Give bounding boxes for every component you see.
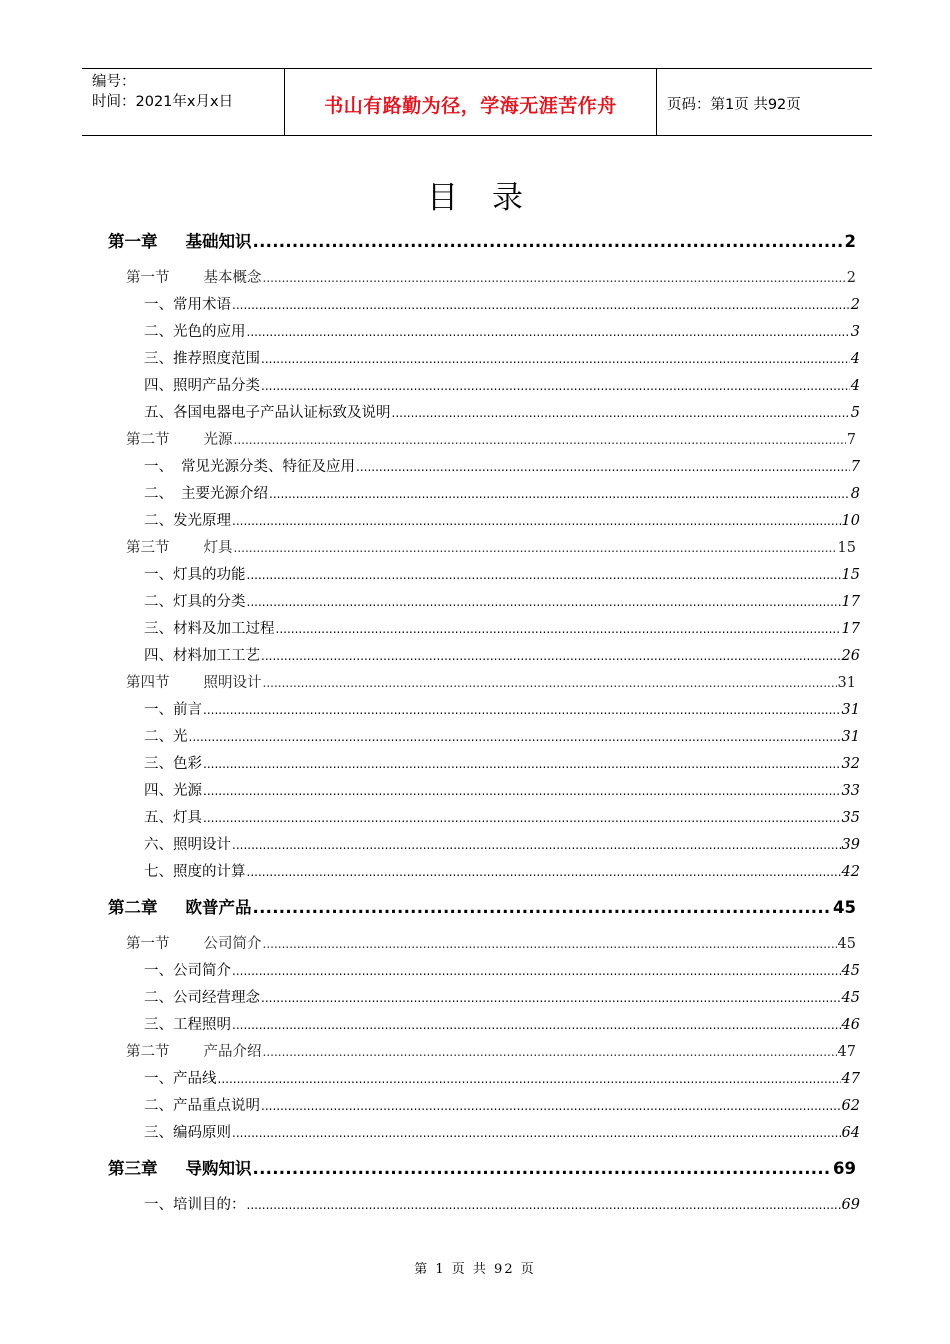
toc-entry-level3[interactable] [144, 698, 860, 719]
toc-entry-page: 39 [841, 837, 860, 853]
toc-entry-label [144, 752, 202, 773]
toc-entry-level3[interactable] [144, 833, 860, 854]
toc-entry-label [144, 806, 202, 827]
toc-dot-leader [247, 1198, 841, 1212]
toc-entry-label [144, 482, 268, 503]
toc-entry-level2[interactable] [126, 428, 856, 449]
toc-entry-level3[interactable] [144, 590, 860, 611]
toc-entry-label [108, 1155, 252, 1179]
toc-entry-number: 第四节 [126, 675, 170, 691]
toc-entry-page: 2 [844, 232, 856, 251]
toc-entry-page: 31 [837, 675, 856, 691]
toc-entry-text: 基础知识 [185, 232, 252, 251]
toc-entry-level3[interactable] [144, 644, 860, 665]
toc-entry-level3[interactable] [144, 482, 860, 503]
toc-entry-number: 第二节 [126, 1044, 170, 1060]
toc-entry-text: 二、产品重点说明 [144, 1098, 260, 1114]
toc-entry-label [126, 428, 233, 449]
toc-entry-level3[interactable] [144, 986, 860, 1007]
toc-entry-page: 45 [837, 936, 856, 952]
toc-entry-page: 64 [841, 1125, 860, 1141]
toc-entry-number: 一、 [144, 459, 173, 475]
toc-entry-level3[interactable] [144, 509, 860, 530]
toc-entry-text: 一、培训目的： [144, 1197, 246, 1213]
toc-dot-leader [392, 406, 850, 420]
toc-dot-leader [276, 622, 841, 636]
toc-entry-page: 62 [841, 1098, 860, 1114]
toc-dot-leader [261, 649, 841, 663]
toc-entry-level3[interactable] [144, 1094, 860, 1115]
toc-entry-text: 一、灯具的功能 [144, 567, 246, 583]
toc-entry-label [144, 293, 231, 314]
toc-entry-text: 产品介绍 [203, 1044, 262, 1060]
toc-entry-level3[interactable] [144, 959, 860, 980]
toc-entry-text: 一、前言 [144, 702, 202, 718]
toc-entry-level3[interactable] [144, 1067, 860, 1088]
toc-entry-page: 2 [850, 297, 860, 313]
toc-entry-label [144, 779, 202, 800]
toc-entry-level3[interactable] [144, 1193, 860, 1214]
toc-entry-text: 三、色彩 [144, 756, 202, 772]
toc-entry-label [144, 1013, 231, 1034]
toc-entry-text: 二、光色的应用 [144, 324, 246, 340]
toc-entry-text: 三、材料及加工过程 [144, 621, 275, 637]
toc-dot-leader [247, 865, 841, 879]
toc-entry-level1[interactable] [108, 228, 856, 252]
toc-entry-label [144, 833, 231, 854]
toc-entry-page: 35 [841, 810, 860, 826]
toc-dot-leader [261, 379, 850, 393]
toc-dot-leader [218, 1072, 841, 1086]
toc-entry-page: 32 [841, 756, 860, 772]
toc-entry-page: 31 [841, 702, 860, 718]
toc-entry-text: 三、编码原则 [144, 1125, 231, 1141]
toc-entry-text: 四、光源 [144, 783, 202, 799]
toc-entry-page: 3 [850, 324, 860, 340]
time-label: 时间：2021年x月x日 [92, 94, 234, 110]
page-header [82, 68, 872, 136]
toc-entry-page: 47 [841, 1071, 860, 1087]
toc-entry-page: 15 [837, 540, 856, 556]
toc-entry-text: 二、光 [144, 729, 188, 745]
toc-entry-page: 10 [841, 513, 860, 529]
toc-entry-text: 四、材料加工工艺 [144, 648, 260, 664]
toc-entry-level3[interactable] [144, 617, 860, 638]
toc-entry-level3[interactable] [144, 860, 860, 881]
toc-entry-label [126, 1040, 262, 1061]
toc-entry-text: 七、照度的计算 [144, 864, 246, 880]
toc-entry-text: 欧普产品 [185, 898, 252, 917]
toc-entry-label [144, 347, 260, 368]
toc-entry-text: 五、各国电器电子产品认证标致及说明 [144, 405, 391, 421]
toc-entry-page: 7 [850, 459, 860, 475]
toc-entry-text: 一、常用术语 [144, 297, 231, 313]
toc-entry-level3[interactable] [144, 401, 860, 422]
toc-entry-page: 26 [841, 648, 860, 664]
toc-entry-label [144, 1193, 246, 1214]
toc-entry-label [144, 590, 246, 611]
toc-entry-level2[interactable] [126, 671, 856, 692]
toc-entry-text: 一、产品线 [144, 1071, 217, 1087]
toc-dot-leader [234, 433, 846, 447]
toc-dot-leader [232, 514, 841, 528]
toc-entry-label [144, 860, 246, 881]
toc-entry-level3[interactable] [144, 1121, 860, 1142]
toc-entry-level3[interactable] [144, 752, 860, 773]
toc-entry-level3[interactable] [144, 806, 860, 827]
toc-entry-level2[interactable] [126, 266, 856, 287]
toc-entry-page: 42 [841, 864, 860, 880]
toc-entry-label [144, 401, 391, 422]
toc-entry-page: 45 [833, 898, 856, 917]
toc-title: 目录 [427, 180, 557, 216]
toc-dot-leader [269, 487, 850, 501]
toc-dot-leader [356, 460, 850, 474]
toc-dot-leader [203, 757, 841, 771]
motto-text: 书山有路勤为径，学海无涯苦作舟 [324, 94, 617, 117]
toc-entry-level3[interactable] [144, 563, 860, 584]
toc-entry-label [144, 644, 260, 665]
toc-dot-leader [232, 1126, 841, 1140]
toc-entry-text: 照明设计 [203, 675, 262, 691]
toc-entry-text: 四、照明产品分类 [144, 378, 260, 394]
toc-entry-label [126, 536, 233, 557]
toc-entry-number: 第一章 [108, 232, 158, 251]
toc-entry-level3[interactable] [144, 347, 860, 368]
toc-entry-number: 第一节 [126, 936, 170, 952]
toc-entry-text: 三、推荐照度范围 [144, 351, 260, 367]
toc-entry-level3[interactable] [144, 293, 860, 314]
toc-dot-leader [203, 811, 841, 825]
toc-entry-number: 第二章 [108, 898, 158, 917]
toc-entry-text: 三、工程照明 [144, 1017, 231, 1033]
toc-entry-page: 45 [841, 990, 860, 1006]
toc-dot-leader [234, 541, 837, 555]
toc-entry-label [144, 509, 231, 530]
toc-dot-leader [247, 595, 841, 609]
toc-entry-page: 4 [850, 378, 860, 394]
toc-entry-page: 47 [837, 1044, 856, 1060]
toc-entry-number: 第三节 [126, 540, 170, 556]
header-motto [284, 69, 657, 135]
toc-entry-label [144, 986, 260, 1007]
toc-entry-page: 2 [846, 270, 856, 286]
toc-dot-leader [263, 271, 846, 285]
toc-entry-label [126, 671, 262, 692]
toc-entry-text: 主要光源介绍 [181, 486, 268, 502]
toc-entry-page: 69 [841, 1197, 860, 1213]
toc-entry-label [144, 563, 246, 584]
toc-entry-page: 69 [833, 1159, 856, 1178]
toc-entry-label [144, 1094, 260, 1115]
toc-entry-level2[interactable] [126, 536, 856, 557]
toc-dot-leader [263, 937, 837, 951]
toc-entry-number: 二、 [144, 486, 173, 502]
toc-entry-text: 常见光源分类、特征及应用 [181, 459, 355, 475]
toc-entry-level3[interactable] [144, 725, 860, 746]
toc-entry-text: 导购知识 [185, 1159, 252, 1178]
toc-entry-page: 31 [841, 729, 860, 745]
toc-entry-page: 4 [850, 351, 860, 367]
toc-entry-page: 15 [841, 567, 860, 583]
toc-entry-text: 一、公司简介 [144, 963, 231, 979]
toc-entry-text: 六、照明设计 [144, 837, 231, 853]
toc-entry-label [144, 374, 260, 395]
toc-dot-leader [232, 298, 850, 312]
page-footer: 第 1 页 共 92 页 [414, 1262, 536, 1277]
toc-entry-number: 第一节 [126, 270, 170, 286]
toc-entry-label [108, 894, 252, 918]
toc-dot-leader [189, 730, 841, 744]
toc-entry-label [144, 1067, 217, 1088]
toc-entry-level3[interactable] [144, 374, 860, 395]
toc-entry-text: 二、发光原理 [144, 513, 231, 529]
number-label: 编号： [92, 74, 136, 90]
toc-entry-text: 灯具 [203, 540, 233, 556]
toc-entry-number: 第二节 [126, 432, 170, 448]
toc-entry-page: 17 [841, 621, 860, 637]
toc-entry-text: 公司简介 [203, 936, 262, 952]
toc-entry-label [144, 320, 246, 341]
header-page-info: 页码：第1页 共92页 [667, 96, 801, 113]
toc-dot-leader [247, 325, 850, 339]
toc-dot-leader [263, 676, 837, 690]
toc-entry-page: 8 [850, 486, 860, 502]
toc-entry-text: 五、灯具 [144, 810, 202, 826]
toc-entry-label [144, 725, 188, 746]
toc-dot-leader [203, 784, 841, 798]
toc-dot-leader [261, 352, 850, 366]
header-meta [82, 69, 284, 135]
toc-dot-leader [203, 703, 841, 717]
toc-entry-page: 7 [846, 432, 856, 448]
toc-entry-page: 5 [850, 405, 860, 421]
toc-entry-page: 45 [841, 963, 860, 979]
toc-dot-leader [261, 991, 841, 1005]
toc-entry-text: 二、灯具的分类 [144, 594, 246, 610]
toc-entry-label [144, 617, 275, 638]
toc-entry-text: 二、公司经营理念 [144, 990, 260, 1006]
toc-entry-level1[interactable] [108, 894, 856, 918]
toc-entry-page: 17 [841, 594, 860, 610]
toc-entry-label [108, 228, 252, 252]
toc-entry-level2[interactable] [126, 1040, 856, 1061]
toc-entry-level3[interactable] [144, 320, 860, 341]
toc-entry-level3[interactable] [144, 779, 860, 800]
toc-entry-text: 基本概念 [203, 270, 262, 286]
toc-dot-leader [263, 1045, 837, 1059]
toc-entry-label [144, 698, 202, 719]
toc-entry-label [144, 1121, 231, 1142]
toc-dot-leader [253, 232, 844, 251]
toc-dot-leader [232, 964, 841, 978]
toc-entry-level2[interactable] [126, 932, 856, 953]
toc-dot-leader [253, 1159, 833, 1178]
toc-entry-label [126, 932, 262, 953]
toc-dot-leader [232, 1018, 841, 1032]
toc-entry-text: 光源 [203, 432, 233, 448]
toc-dot-leader [247, 568, 841, 582]
toc-entry-label [144, 959, 231, 980]
toc-entry-page: 33 [841, 783, 860, 799]
toc-entry-label [126, 266, 262, 287]
toc-entry-level3[interactable] [144, 455, 860, 476]
toc-entry-page: 46 [841, 1017, 860, 1033]
toc-entry-level1[interactable] [108, 1155, 856, 1179]
toc-entry-number: 第三章 [108, 1159, 158, 1178]
toc-dot-leader [253, 898, 833, 917]
toc-dot-leader [261, 1099, 841, 1113]
toc-entry-label [144, 455, 355, 476]
toc-entry-level3[interactable] [144, 1013, 860, 1034]
toc-dot-leader [232, 838, 841, 852]
